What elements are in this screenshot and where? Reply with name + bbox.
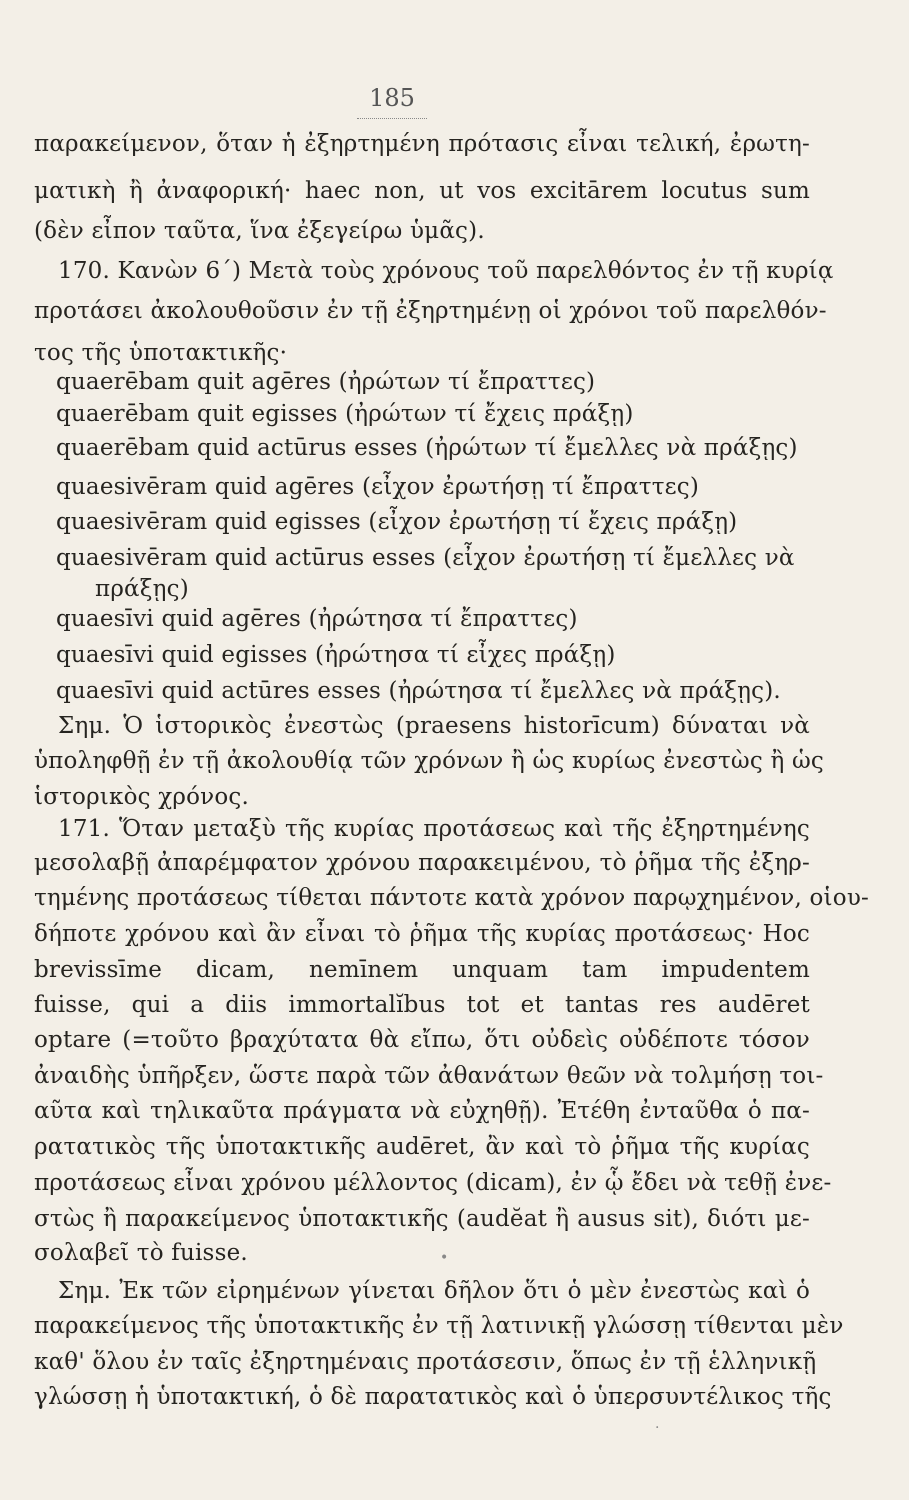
example-line: quaerēbam quit agēres (ἠρώτων τί ἔπραττες) [56, 369, 596, 395]
text-line: ἱστορικὸς χρόνος. [34, 784, 249, 810]
print-speck: · [655, 1420, 660, 1436]
text-line: ὑποληφθῇ ἐν τῇ ἀκολουθίᾳ τῶν χρόνων ἢ ὡς κυρίως ἐνεστὼς ἢ ὡς [34, 748, 824, 774]
example-line: quaesivēram quid agēres (εἶχον ἐρωτήσῃ τί ἔπραττες) [56, 474, 700, 500]
example-line: quaesīvi quid egisses (ἠρώτησα τί εἶχες πράξῃ) [56, 642, 616, 668]
paragraph-170-start: 170. Κανὼν 6´) Μετὰ τοὺς χρόνους τοῦ παρελθόντος ἐν τῇ κυρίᾳ [58, 258, 834, 284]
text-line: brevissīme dicam, nemīnem unquam tam impudentem [34, 957, 810, 983]
note-start: Σημ. Ἐκ τῶν εἰρημένων γίνεται δῆλον ὅτι ὁ μὲν ἐνεστὼς καὶ ὁ [58, 1278, 810, 1304]
page-number-rule [357, 118, 427, 119]
text-line: παρακείμενον, ὅταν ἡ ἐξηρτημένη πρότασις εἶναι τελική, ἐρωτη- [34, 131, 810, 157]
text-line: γλώσσῃ ἡ ὑποτακτική, ὁ δὲ παρατατικὸς καὶ ὁ ὑπερσυντέλικος τῆς [34, 1384, 832, 1410]
example-line: quaerēbam quid actūrus esses (ἠρώτων τί ἔμελλες νὰ πράξῃς) [56, 435, 798, 461]
text-line: προτάσεως εἶναι χρόνου μέλλοντος (dicam), ἐν ᾧ ἔδει νὰ τεθῇ ἐνε- [34, 1170, 832, 1196]
example-line: quaesīvi quid actūres esses (ἠρώτησα τί ἔμελλες νὰ πράξῃς). [56, 678, 781, 704]
text-line: τημένης προτάσεως τίθεται πάντοτε κατὰ χρόνον παρῳχημένον, οἱου- [34, 885, 869, 911]
text-line: ματικὴ ἢ ἀναφορική· haec non, ut vos excitārem locutus sum [34, 178, 810, 204]
text-line: προτάσει ἀκολουθοῦσιν ἐν τῇ ἐξηρτημένῃ οἱ χρόνοι τοῦ παρελθόν- [34, 298, 827, 324]
text-line: (δὲν εἶπον ταῦτα, ἵνα ἐξεγείρω ὑμᾶς). [34, 218, 485, 244]
example-line: quaesīvi quid agēres (ἠρώτησα τί ἔπραττες) [56, 606, 578, 632]
example-line-continuation: πράξῃς) [95, 576, 189, 602]
note-start: Σημ. Ὁ ἱστορικὸς ἐνεστὼς (praesens historīcum) δύναται νὰ [58, 713, 810, 739]
text-line: σολαβεῖ τὸ fuisse. [34, 1240, 248, 1266]
text-line: μεσολαβῇ ἀπαρέμφατον χρόνου παρακειμένου, τὸ ῥῆμα τῆς ἐξηρ- [34, 850, 810, 876]
example-line: quaesivēram quid egisses (εἶχον ἐρωτήσῃ τί ἔχεις πράξῃ) [56, 509, 738, 535]
paragraph-171-start: 171. Ὅταν μεταξὺ τῆς κυρίας προτάσεως καὶ τῆς ἐξηρτημένης [58, 816, 810, 842]
text-line: παρακείμενος τῆς ὑποτακτικῆς ἐν τῇ λατινικῇ γλώσσῃ τίθενται μὲν [34, 1313, 844, 1339]
text-line: optare (=τοῦτο βραχύτατα θὰ εἴπω, ὅτι οὐδεὶς οὐδέποτε τόσον [34, 1027, 810, 1053]
text-line: τος τῆς ὑποτακτικῆς· [34, 340, 288, 366]
text-line: fuisse, qui a diis immortalĭbus tot et tantas res audēret [34, 992, 810, 1018]
text-line: ἀναιδὴς ὑπῆρξεν, ὥστε παρὰ τῶν ἀθανάτων θεῶν νὰ τολμήσῃ τοι- [34, 1063, 824, 1089]
print-speck: • [440, 1250, 449, 1266]
text-line: δήποτε χρόνου καὶ ἂν εἶναι τὸ ῥῆμα τῆς κυρίας προτάσεως· Hoc [34, 921, 810, 947]
text-line: καθ' ὅλου ἐν ταῖς ἐξηρτημέναις προτάσεσιν, ὅπως ἐν τῇ ἑλληνικῇ [34, 1349, 817, 1375]
text-line: ρατατικὸς τῆς ὑποτακτικῆς audēret, ἂν καὶ τὸ ῥῆμα τῆς κυρίας [34, 1134, 810, 1160]
example-line: quaesivēram quid actūrus esses (εἶχον ἐρωτήσῃ τί ἔμελλες νὰ [56, 545, 795, 571]
text-line: αῦτα καὶ τηλικαῦτα πράγματα νὰ εὐχηθῇ). Ἐτέθη ἐνταῦθα ὁ πα- [34, 1098, 810, 1124]
page-number: 185 [369, 84, 415, 112]
text-line: στὼς ἢ παρακείμενος ὑποτακτικῆς (audĕat ἢ ausus sit), διότι με- [34, 1206, 810, 1232]
example-line: quaerēbam quit egisses (ἠρώτων τί ἔχεις πράξῃ) [56, 401, 634, 427]
